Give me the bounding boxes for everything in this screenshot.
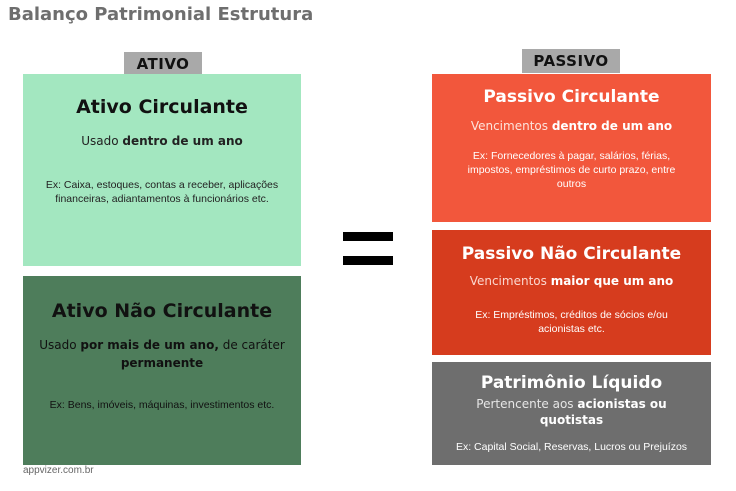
ativo-label: ATIVO	[124, 52, 202, 76]
passivo-label: PASSIVO	[522, 49, 620, 73]
equals-sign-top-bar	[343, 232, 393, 241]
passivo-nao-circulante-box	[432, 230, 711, 355]
ativo-circulante-sub-pre: Usado	[81, 134, 123, 148]
passivo-circulante-example: Ex: Fornecedores à pagar, salários, férias, impostos, empréstimos de curto prazo, entre outros	[467, 150, 676, 190]
ativo-circulante-subtitle	[33, 134, 291, 148]
passivo-nao-circulante-example: Ex: Empréstimos, créditos de sócios e/ou acionistas etc.	[475, 309, 668, 335]
patrimonio-liquido-example: Ex: Capital Social, Reservas, Lucros ou Prejuízos	[455, 441, 688, 453]
patrimonio-liquido-heading: Patrimônio Líquido	[480, 373, 663, 393]
ativo-nao-circulante-heading: Ativo Não Circulante	[51, 300, 273, 322]
ativo-nao-circulante-sub-bold: por mais de um ano,	[80, 338, 219, 352]
passivo-circulante-subtitle	[442, 119, 701, 133]
passivo-nao-circulante-heading: Passivo Não Circulante	[461, 244, 682, 264]
ativo-nao-circulante-sub-bold2: permanente	[120, 356, 204, 370]
ativo-nao-circulante-sub-pre: Usado	[39, 338, 81, 352]
passivo-circulante-sub-pre: Vencimentos	[470, 119, 552, 133]
ativo-circulante-box	[23, 74, 301, 266]
ativo-circulante-example: Ex: Caixa, estoques, contas a receber, aplicações financeiras, adiantamentos à funcionários etc.	[45, 179, 279, 205]
ativo-nao-circulante-example: Ex: Bens, imóveis, máquinas, investimentos etc.	[49, 399, 275, 411]
passivo-nao-circulante-sub-pre: Vencimentos	[469, 274, 551, 288]
passivo-circulante-box	[432, 74, 711, 222]
page-title: Balanço Patrimonial Estrutura	[8, 4, 314, 25]
ativo-nao-circulante-subtitle	[33, 336, 291, 372]
patrimonio-liquido-sub-bold: acionistas ou quotistas	[539, 397, 667, 427]
ativo-circulante-sub-bold: dentro de um ano	[122, 134, 243, 148]
ativo-nao-circulante-box	[23, 276, 301, 465]
patrimonio-liquido-sub-pre: Pertencente aos	[476, 397, 578, 411]
source-footer: appvizer.com.br	[23, 465, 94, 476]
ativo-circulante-heading: Ativo Circulante	[76, 96, 248, 118]
patrimonio-liquido-subtitle	[442, 396, 701, 428]
passivo-nao-circulante-subtitle	[442, 274, 701, 288]
patrimonio-liquido-box	[432, 362, 711, 465]
equals-sign-bottom-bar	[343, 256, 393, 265]
passivo-circulante-heading: Passivo Circulante	[483, 87, 660, 107]
passivo-circulante-sub-bold: dentro de um ano	[551, 119, 673, 133]
passivo-nao-circulante-sub-bold: maior que um ano	[550, 274, 674, 288]
ativo-nao-circulante-sub-mid: de caráter	[218, 338, 285, 352]
